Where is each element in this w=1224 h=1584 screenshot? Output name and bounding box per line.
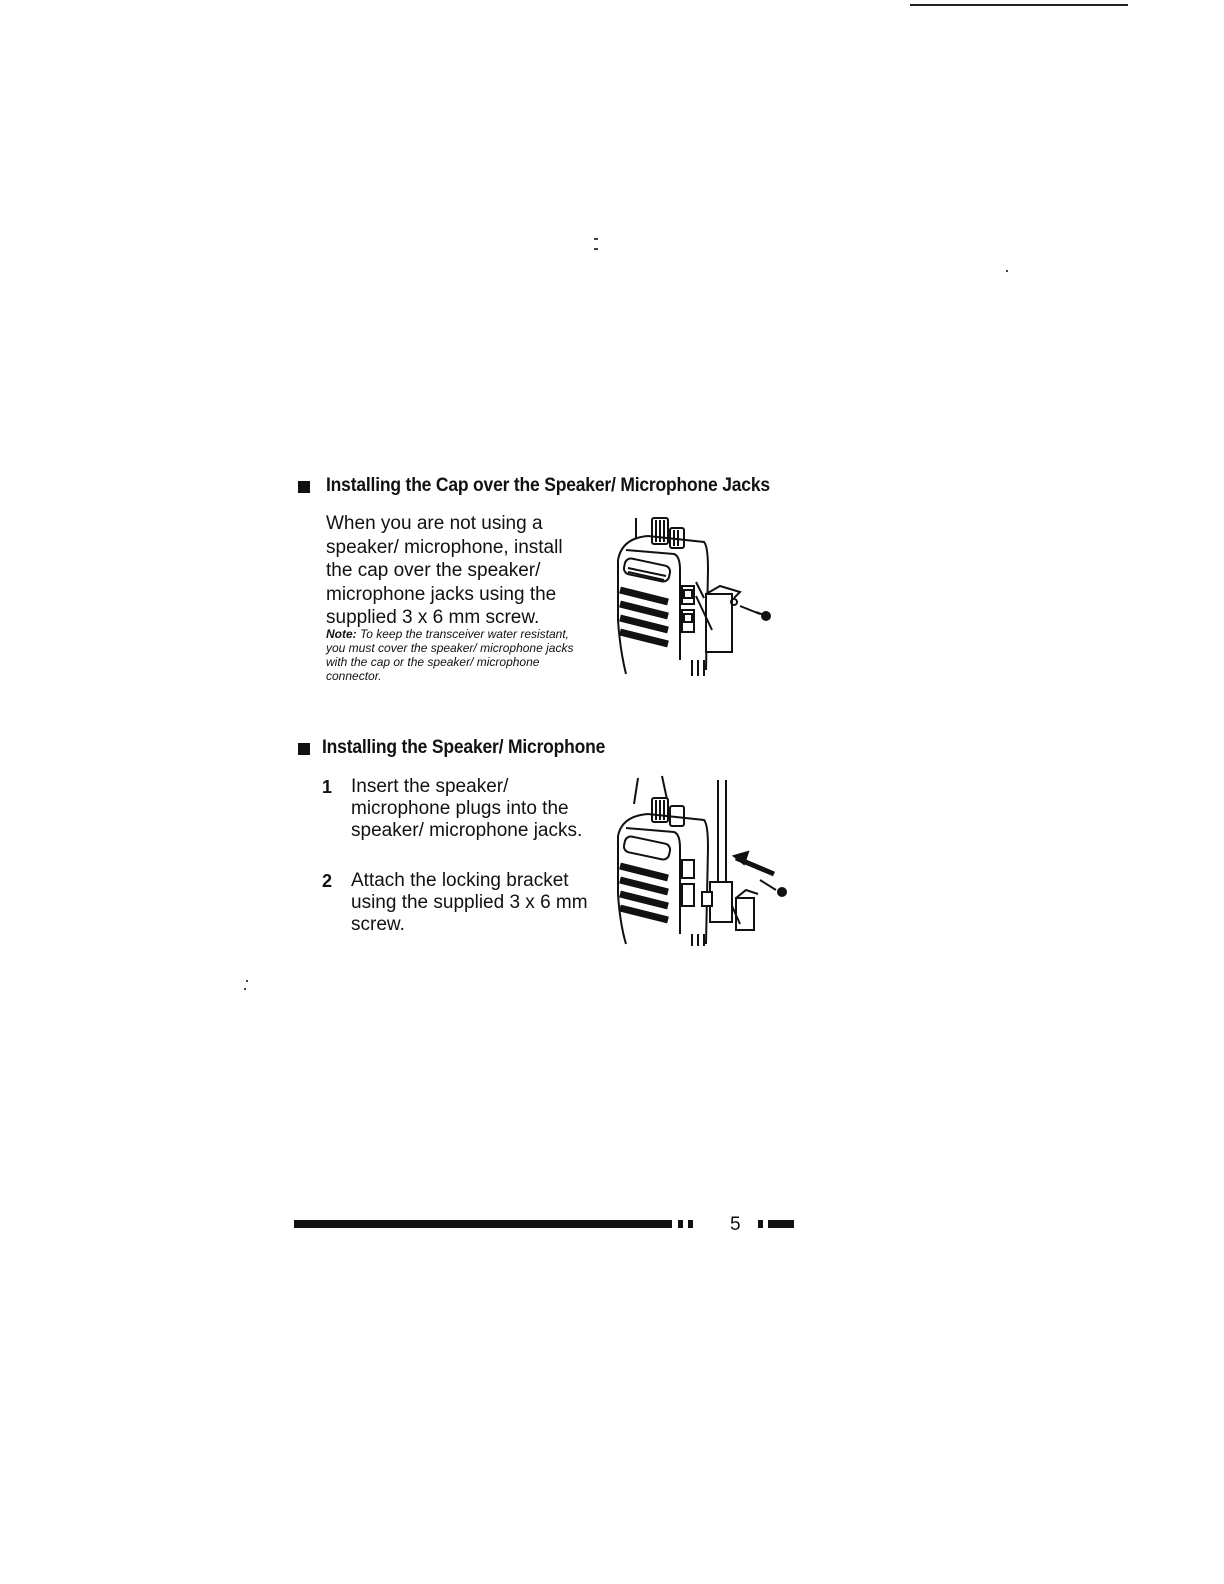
scan-speck bbox=[594, 248, 598, 250]
footer-marker bbox=[678, 1220, 683, 1228]
scan-speck bbox=[1006, 270, 1008, 272]
step-text: Insert the speaker/ microphone plugs into the speaker/ microphone jacks. bbox=[351, 776, 583, 841]
scan-speck bbox=[244, 988, 246, 990]
footer-marker bbox=[758, 1220, 763, 1228]
note-text: To keep the transceiver water resistant, you must cover the speaker/ microphone jacks with the cap or the speaker/ microphone connector. bbox=[326, 627, 574, 683]
section-bullet bbox=[298, 743, 310, 755]
note-label: Note: bbox=[326, 627, 357, 641]
footer-rule bbox=[294, 1220, 672, 1228]
step-number: 1 bbox=[322, 777, 333, 797]
radio-cap-illustration bbox=[608, 510, 778, 680]
step-text: Attach the locking bracket using the supplied 3 x 6 mm screw. bbox=[351, 870, 588, 935]
water-resistance-note bbox=[326, 627, 580, 683]
step-number: 2 bbox=[322, 871, 333, 891]
radio-speaker-mic-illustration bbox=[606, 774, 796, 949]
scan-edge-line bbox=[910, 4, 1128, 6]
page-number: 5 bbox=[730, 1214, 741, 1235]
footer-marker bbox=[768, 1220, 794, 1228]
scan-speck bbox=[246, 980, 248, 982]
scan-speck bbox=[594, 238, 598, 240]
cap-instructions: When you are not using a speaker/ microphone, install the cap over the speaker/ microphone jacks using the supplied 3 x 6 mm screw. bbox=[326, 513, 563, 628]
section-heading-speaker-mic: Installing the Speaker/ Microphone bbox=[322, 737, 606, 758]
section-heading-cap: Installing the Cap over the Speaker/ Microphone Jacks bbox=[326, 475, 770, 496]
section-bullet bbox=[298, 481, 310, 493]
footer-marker bbox=[688, 1220, 693, 1228]
